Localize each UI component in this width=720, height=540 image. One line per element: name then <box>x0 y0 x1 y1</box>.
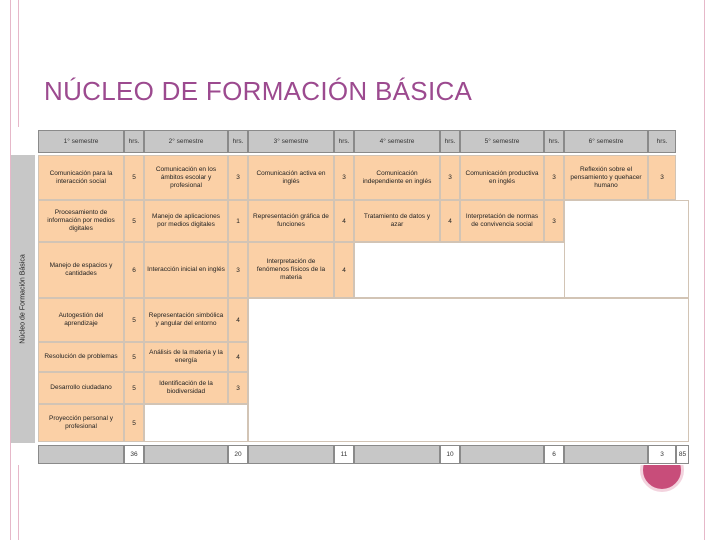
header-hours: hrs. <box>124 130 144 153</box>
course-cell: Manejo de espacios y cantidades <box>38 242 124 298</box>
header-hours: hrs. <box>334 130 354 153</box>
slide-title: NÚCLEO DE FORMACIÓN BÁSICA <box>44 76 473 106</box>
course-hours: 5 <box>124 155 144 200</box>
course-hours: 3 <box>228 155 248 200</box>
semester-total: 20 <box>228 445 248 464</box>
course-cell: Comunicación en los ámbitos escolar y profesional <box>144 155 228 200</box>
course-hours: 5 <box>124 298 144 342</box>
course-hours: 6 <box>124 242 144 298</box>
total-row-label <box>38 445 124 464</box>
course-cell: Procesamiento de información por medios digitales <box>38 200 124 242</box>
header-semester: 4° semestre <box>354 130 440 153</box>
course-cell: Interpretación de normas de convivencia social <box>460 200 544 242</box>
course-hours: 3 <box>440 155 460 200</box>
course-hours: 5 <box>124 200 144 242</box>
header-hours: hrs. <box>544 130 564 153</box>
course-hours: 3 <box>544 155 564 200</box>
course-cell: Comunicación activa en inglés <box>248 155 334 200</box>
semester-total-spacer <box>248 445 334 464</box>
semester-total-spacer <box>564 445 648 464</box>
header-hours: hrs. <box>440 130 460 153</box>
course-cell: Identificación de la biodiversidad <box>144 372 228 404</box>
course-hours: 4 <box>334 242 354 298</box>
empty-area <box>564 200 689 298</box>
semester-total-spacer <box>354 445 440 464</box>
semester-total: 10 <box>440 445 460 464</box>
course-cell: Resolución de problemas <box>38 342 124 372</box>
course-hours: 3 <box>334 155 354 200</box>
course-hours: 4 <box>228 342 248 372</box>
course-hours: 3 <box>228 242 248 298</box>
header-semester: 5° semestre <box>460 130 544 153</box>
course-cell: Manejo de aplicaciones por medios digitales <box>144 200 228 242</box>
course-hours: 4 <box>228 298 248 342</box>
course-cell: Comunicación independiente en inglés <box>354 155 440 200</box>
semester-total-spacer <box>144 445 228 464</box>
semester-total: 3 <box>648 445 676 464</box>
course-hours: 5 <box>124 372 144 404</box>
semester-total: 11 <box>334 445 354 464</box>
course-cell: Análisis de la materia y la energía <box>144 342 228 372</box>
course-hours: 5 <box>124 342 144 372</box>
header-semester: 2° semestre <box>144 130 228 153</box>
course-hours: 3 <box>544 200 564 242</box>
course-cell: Proyección personal y profesional <box>38 404 124 442</box>
course-hours: 4 <box>334 200 354 242</box>
empty-area <box>248 298 689 442</box>
header-hours: hrs. <box>228 130 248 153</box>
header-semester: 6° semestre <box>564 130 648 153</box>
course-cell: Representación simbólica y angular del entorno <box>144 298 228 342</box>
course-hours: 5 <box>124 404 144 442</box>
course-cell: Interacción inicial en inglés <box>144 242 228 298</box>
course-cell: Autogestión del aprendizaje <box>38 298 124 342</box>
header-hours: hrs. <box>648 130 676 153</box>
course-cell: Tratamiento de datos y azar <box>354 200 440 242</box>
course-cell: Reflexión sobre el pensamiento y quehacer humano <box>564 155 648 200</box>
course-cell: Comunicación para la interacción social <box>38 155 124 200</box>
header-semester: 3° semestre <box>248 130 334 153</box>
course-hours: 1 <box>228 200 248 242</box>
decorative-line-right <box>704 0 705 540</box>
course-cell: Interpretación de fenómenos físicos de la materia <box>248 242 334 298</box>
semester-total: 6 <box>544 445 564 464</box>
course-cell: Desarrollo ciudadano <box>38 372 124 404</box>
course-hours: 3 <box>648 155 676 200</box>
header-semester: 1° semestre <box>38 130 124 153</box>
course-cell: Comunicación productiva en inglés <box>460 155 544 200</box>
course-hours: 4 <box>440 200 460 242</box>
semester-total-spacer <box>460 445 544 464</box>
semester-total: 36 <box>124 445 144 464</box>
course-hours: 3 <box>228 372 248 404</box>
course-cell: Representación gráfica de funciones <box>248 200 334 242</box>
empty-area <box>144 404 248 442</box>
side-label: Núcleo de Formación Básica <box>19 254 27 344</box>
grand-total: 85 <box>676 445 689 464</box>
